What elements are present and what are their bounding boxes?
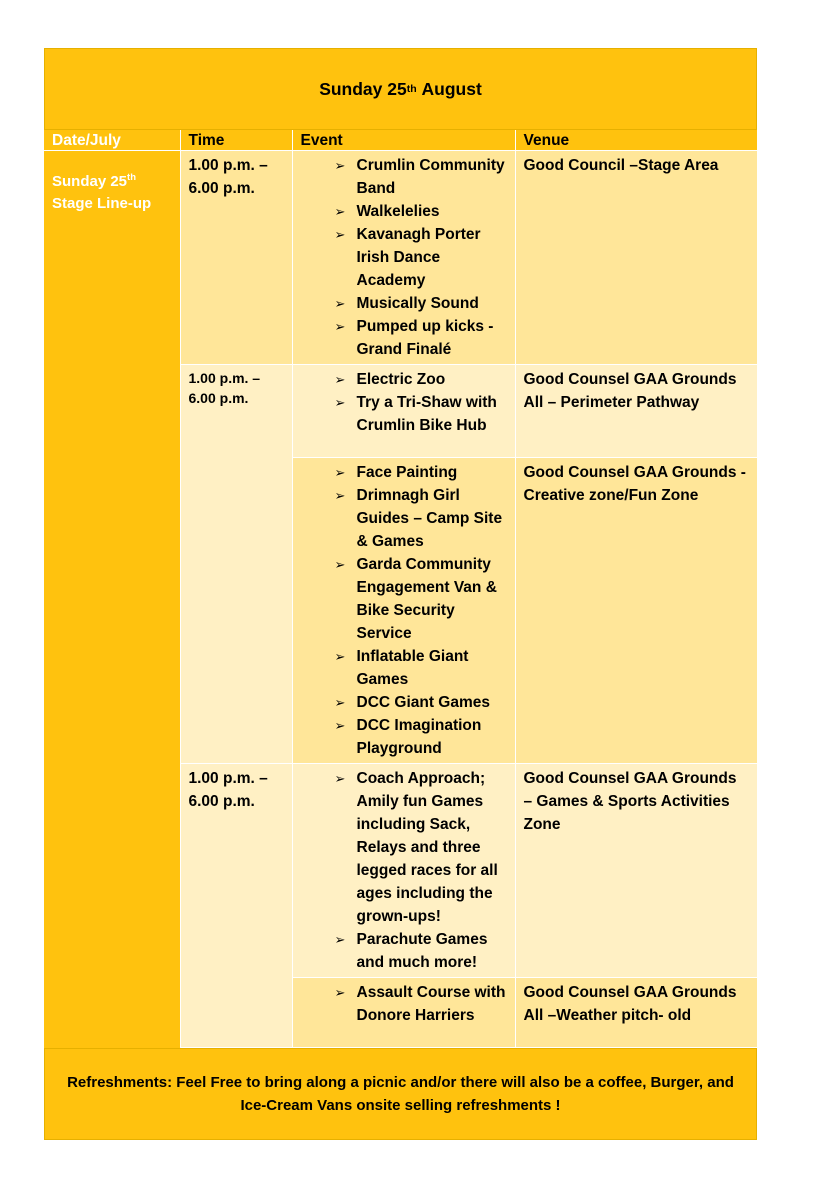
event-list <box>301 154 507 361</box>
event-text: Parachute Games and much more! <box>356 931 488 971</box>
venue-text: Good Counsel GAA Grounds - Creative zone/Fun Zone <box>523 464 746 504</box>
title-day: Sunday 25 <box>319 78 407 99</box>
time-cell <box>180 365 292 764</box>
event-item <box>301 928 507 974</box>
event-text: Face Painting <box>356 464 458 481</box>
table-header-row <box>44 130 757 151</box>
title-month: August <box>421 78 482 99</box>
column-header-date: Date/July <box>44 130 180 151</box>
event-cell <box>292 151 515 365</box>
page-title <box>44 48 757 130</box>
arrow-bullet-icon: ➢ <box>334 771 346 786</box>
venue-cell <box>515 764 757 978</box>
event-item <box>301 461 507 484</box>
time-text: 1.00 p.m. – 6.00 p.m. <box>188 157 268 197</box>
event-item <box>301 154 507 200</box>
table-row <box>44 151 757 365</box>
event-text: Garda Community Engagement Van & Bike Security Service <box>356 556 497 642</box>
venue-cell <box>515 365 757 458</box>
event-item <box>301 484 507 553</box>
venue-text: Good Council –Stage Area <box>523 157 719 174</box>
event-text: DCC Giant Games <box>356 694 491 711</box>
event-text: DCC Imagination Playground <box>356 717 482 757</box>
event-item <box>301 691 507 714</box>
refreshments-note <box>44 1048 757 1140</box>
event-item <box>301 645 507 691</box>
arrow-bullet-icon: ➢ <box>334 695 346 710</box>
event-item <box>301 315 507 361</box>
column-header-event: Event <box>292 130 515 151</box>
time-text: 1.00 p.m. – 6.00 p.m. <box>188 770 268 810</box>
event-item <box>301 981 507 1027</box>
arrow-bullet-icon: ➢ <box>334 319 346 334</box>
event-item <box>301 200 507 223</box>
time-text: 1.00 p.m. – 6.00 p.m. <box>188 370 261 406</box>
event-text: Inflatable Giant Games <box>356 648 469 688</box>
schedule-table <box>44 130 757 1048</box>
venue-cell <box>515 151 757 365</box>
event-cell <box>292 764 515 978</box>
arrow-bullet-icon: ➢ <box>334 465 346 480</box>
arrow-bullet-icon: ➢ <box>334 488 346 503</box>
event-text: Try a Tri-Shaw with Crumlin Bike Hub <box>356 394 497 434</box>
arrow-bullet-icon: ➢ <box>334 649 346 664</box>
arrow-bullet-icon: ➢ <box>334 395 346 410</box>
arrow-bullet-icon: ➢ <box>334 204 346 219</box>
time-cell <box>180 151 292 365</box>
venue-cell <box>515 458 757 764</box>
event-cell <box>292 365 515 458</box>
venue-cell <box>515 978 757 1048</box>
event-list <box>301 981 507 1027</box>
schedule-page <box>44 48 757 1140</box>
event-item <box>301 368 507 391</box>
arrow-bullet-icon: ➢ <box>334 372 346 387</box>
venue-text: Good Counsel GAA Grounds All –Weather pitch- old <box>523 984 737 1024</box>
event-text: Electric Zoo <box>356 371 446 388</box>
event-item <box>301 767 507 928</box>
venue-text: Good Counsel GAA Grounds – Games & Sports Activities Zone <box>523 770 737 833</box>
arrow-bullet-icon: ➢ <box>334 985 346 1000</box>
event-list <box>301 767 507 974</box>
event-cell <box>292 458 515 764</box>
column-header-time: Time <box>180 130 292 151</box>
date-sup: th <box>127 172 136 183</box>
event-text: Walkelelies <box>356 203 440 220</box>
arrow-bullet-icon: ➢ <box>334 227 346 242</box>
column-header-venue: Venue <box>515 130 757 151</box>
title-sup: th <box>406 83 417 95</box>
refreshments-text: Refreshments: Feel Free to bring along a picnic and/or there will also be a coffee, Burger, and Ice-Cream Vans onsite selling refreshments ! <box>67 1074 734 1114</box>
event-text: Crumlin Community Band <box>356 157 505 197</box>
event-item <box>301 391 507 437</box>
event-item <box>301 223 507 292</box>
event-list <box>301 461 507 760</box>
arrow-bullet-icon: ➢ <box>334 158 346 173</box>
event-cell <box>292 978 515 1048</box>
arrow-bullet-icon: ➢ <box>334 296 346 311</box>
event-item <box>301 292 507 315</box>
date-line1: Sunday 25 <box>52 173 128 190</box>
date-cell <box>44 151 180 1048</box>
date-line2: Stage Line-up <box>52 195 152 212</box>
time-cell <box>180 764 292 1048</box>
event-text: Drimnagh Girl Guides – Camp Site & Games <box>356 487 503 550</box>
event-text: Musically Sound <box>356 295 479 312</box>
event-list <box>301 368 507 437</box>
arrow-bullet-icon: ➢ <box>334 932 346 947</box>
event-text: Coach Approach; Amily fun Games including Sack, Relays and three legged races for all ages including the grown-ups! <box>356 770 498 925</box>
event-text: Kavanagh Porter Irish Dance Academy <box>356 226 481 289</box>
event-item <box>301 714 507 760</box>
event-item <box>301 553 507 645</box>
event-text: Pumped up kicks - Grand Finalé <box>356 318 494 358</box>
arrow-bullet-icon: ➢ <box>334 557 346 572</box>
venue-text: Good Counsel GAA Grounds All – Perimeter Pathway <box>523 371 737 411</box>
arrow-bullet-icon: ➢ <box>334 718 346 733</box>
event-text: Assault Course with Donore Harriers <box>356 984 506 1024</box>
